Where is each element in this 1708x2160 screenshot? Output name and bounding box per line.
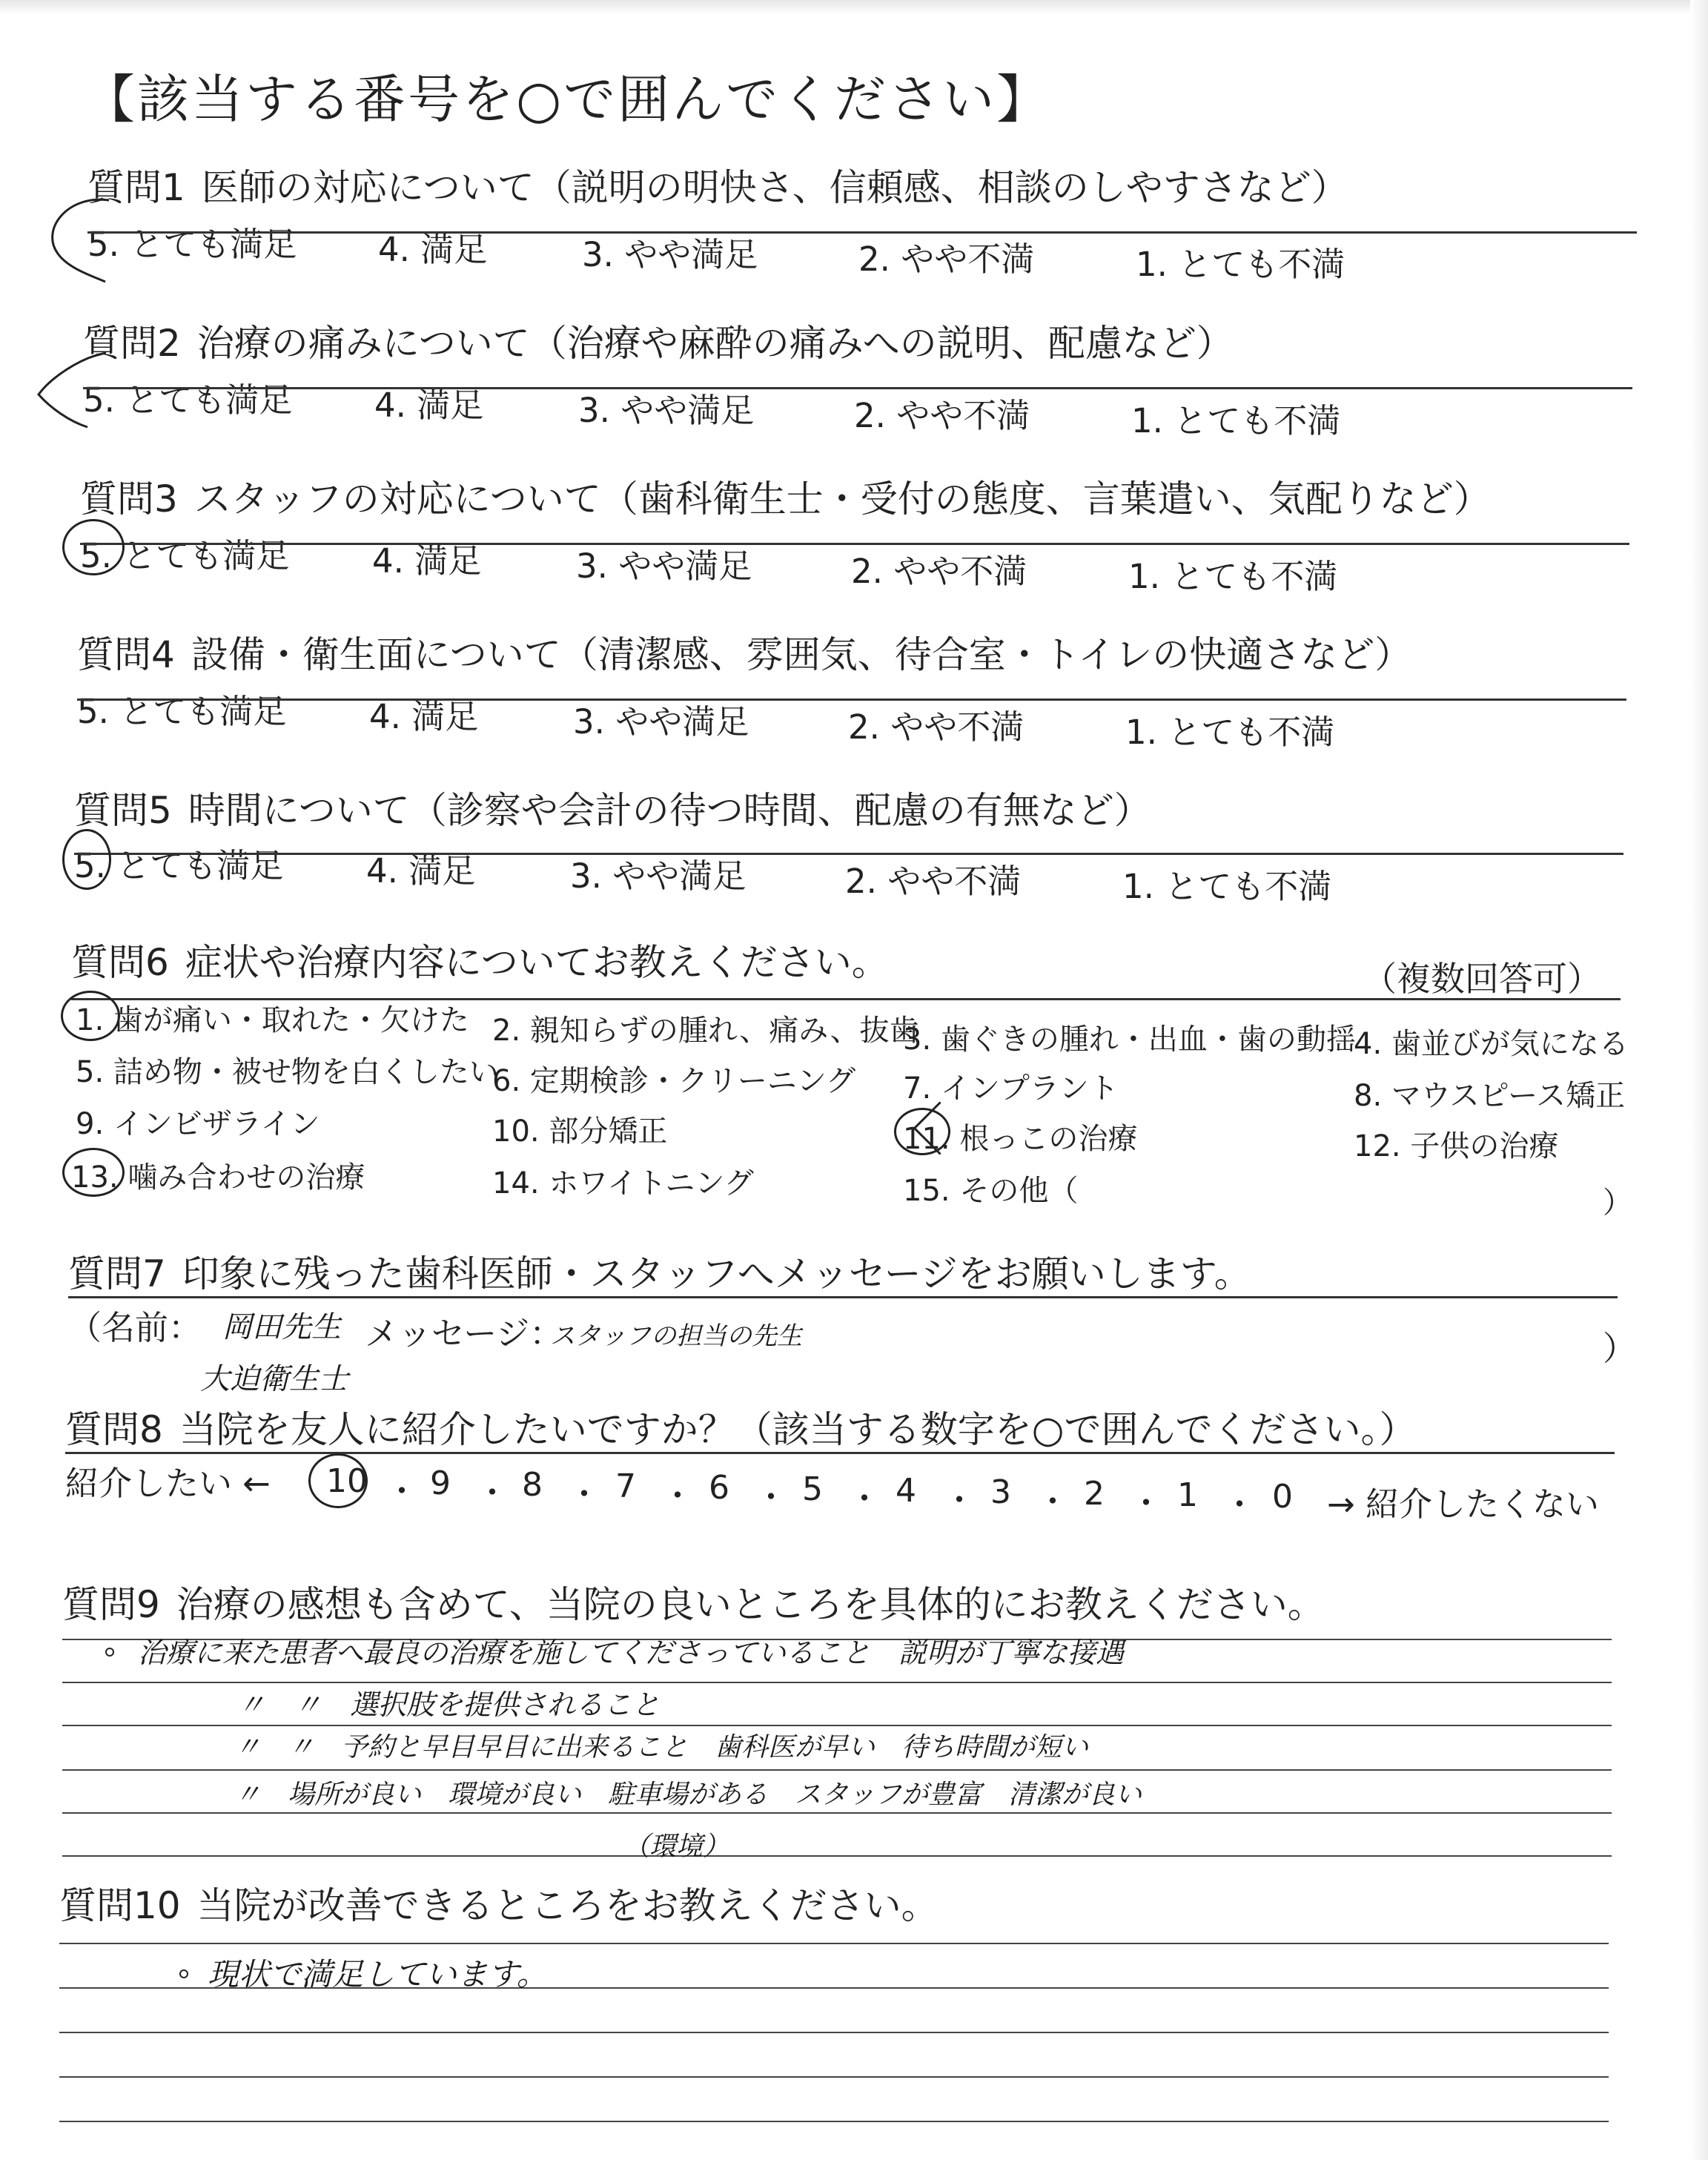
question-text: 治療の痛みについて（治療や麻酔の痛みへの説明、配慮など） — [196, 322, 1234, 365]
q2-answer-check — [36, 349, 117, 430]
q4-option-2[interactable]: 2. やや不満 — [848, 707, 1025, 747]
q8-scale-8[interactable]: 8 — [522, 1466, 543, 1504]
q8-sep: ・ — [568, 1476, 600, 1513]
question-text: 設備・衛生面について（清潔感、雰囲気、待合室・トイレの快適さなど） — [191, 633, 1412, 676]
q10-handwritten-line-1: 現状で満足しています。 — [208, 1956, 548, 1992]
q7-close-paren: ） — [1603, 1329, 1637, 1368]
q9-handwritten-line-2: 〃 〃 選択肢を提供されること — [237, 1688, 661, 1721]
q3-underline — [80, 543, 1629, 545]
q5-option-1[interactable]: 1. とても不満 — [1122, 867, 1332, 906]
question-number: 質問10 — [59, 1884, 181, 1927]
q9-line — [62, 1812, 1612, 1814]
q3-option-1[interactable]: 1. とても不満 — [1128, 557, 1338, 596]
q6-item-13-circle — [62, 1148, 125, 1197]
q6-item-5[interactable]: 5. 詰め物・被せ物を白くしたい — [76, 1055, 499, 1089]
q6-item-12[interactable]: 12. 子供の治療 — [1354, 1129, 1559, 1163]
q9-handwritten-line-4: 〃 場所が良い 環境が良い 駐車場がある スタッフが豊富 清潔が良い — [234, 1780, 1142, 1810]
q2-option-5[interactable]: 5. とても満足 — [83, 380, 293, 420]
q9-line — [62, 1855, 1612, 1857]
q8-scale-7[interactable]: 7 — [615, 1467, 636, 1505]
q2-underline — [83, 387, 1632, 389]
question-7-title — [68, 1244, 1251, 1298]
question-text: 当院を友人に紹介したいですか？（該当する数字を○で囲んでください。） — [179, 1408, 1417, 1451]
q6-item-10[interactable]: 10. 部分矯正 — [492, 1114, 668, 1149]
q6-item-9[interactable]: 9. インビザライン — [76, 1107, 320, 1141]
q5-option-4[interactable]: 4. 満足 — [366, 851, 476, 891]
q6-item-6[interactable]: 6. 定期検診・クリーニング — [492, 1064, 856, 1098]
q1-underline — [87, 231, 1637, 234]
q6-item-2[interactable]: 2. 親知らずの腫れ、痛み、抜歯 — [492, 1014, 919, 1048]
q10-line — [59, 2032, 1609, 2033]
scan-right-edge — [1690, 0, 1708, 2160]
q4-option-3[interactable]: 3. やや満足 — [573, 702, 749, 742]
q5-option-2[interactable]: 2. やや不満 — [845, 862, 1022, 901]
q6-item-1[interactable]: 1. 歯が痛い・取れた・欠けた — [76, 1003, 469, 1037]
q10-line — [59, 1943, 1609, 1944]
q3-option-3[interactable]: 3. やや満足 — [576, 546, 752, 586]
question-text: 印象に残った歯科医師・スタッフへメッセージをお願いします。 — [182, 1252, 1251, 1295]
q8-left-label: 紹介したい ← — [65, 1464, 271, 1503]
question-text: 当院が改善できるところをお教えください。 — [196, 1884, 939, 1927]
q1-option-2[interactable]: 2. やや不満 — [858, 240, 1035, 279]
q8-sep: ・ — [1130, 1484, 1162, 1522]
q7-name-handwritten-1: 岡田先生 — [222, 1310, 341, 1344]
q4-option-5[interactable]: 5. とても満足 — [77, 692, 287, 731]
question-number: 質問7 — [68, 1252, 166, 1295]
question-2-title — [83, 314, 1234, 367]
q8-scale-10[interactable]: 10 — [326, 1462, 368, 1500]
q1-option-3[interactable]: 3. やや満足 — [582, 235, 758, 274]
q10-line — [59, 2076, 1609, 2078]
q8-sep: ・ — [661, 1477, 694, 1515]
q4-option-4[interactable]: 4. 満足 — [369, 697, 479, 736]
q2-option-3[interactable]: 3. やや満足 — [578, 391, 755, 430]
question-number: 質問8 — [65, 1408, 163, 1451]
q6-item-3[interactable]: 3. 歯ぐきの腫れ・出血・歯の動揺 — [903, 1023, 1356, 1057]
q8-underline — [65, 1452, 1615, 1454]
q6-item-11[interactable]: 11. 根っこの治療 — [903, 1122, 1138, 1156]
question-number: 質問1 — [87, 166, 185, 209]
question-number: 質問2 — [83, 322, 181, 365]
question-number: 質問9 — [62, 1583, 160, 1626]
question-9-title — [62, 1575, 1325, 1628]
q1-option-5[interactable]: 5. とても満足 — [87, 225, 297, 264]
q8-scale-3[interactable]: 3 — [990, 1473, 1011, 1511]
q4-underline — [77, 698, 1626, 701]
question-3-title — [80, 469, 1491, 523]
q1-option-1[interactable]: 1. とても不満 — [1136, 245, 1345, 284]
q10-line — [59, 2121, 1609, 2122]
q4-option-1[interactable]: 1. とても不満 — [1125, 713, 1335, 752]
q1-option-4[interactable]: 4. 満足 — [378, 230, 488, 269]
q9-handwritten-line-3: 〃 〃 予約と早目早目に出来ること 歯科医が早い 待ち時間が短い — [234, 1732, 1089, 1763]
question-10-title — [59, 1876, 939, 1929]
q8-scale-5[interactable]: 5 — [802, 1470, 823, 1508]
scan-top-edge — [0, 0, 1708, 15]
q8-sep: ・ — [755, 1479, 787, 1516]
q5-answer-circle — [62, 829, 111, 890]
q6-item-15-close: ） — [1603, 1186, 1632, 1220]
q7-message-handwritten: スタッフの担当の先生 — [550, 1321, 802, 1351]
q8-scale-2[interactable]: 2 — [1084, 1475, 1105, 1513]
q6-item-14[interactable]: 14. ホワイトニング — [492, 1166, 754, 1200]
q6-item-13[interactable]: 13. 噛み合わせの治療 — [71, 1160, 365, 1195]
q6-item-8[interactable]: 8. マウスピース矯正 — [1354, 1079, 1626, 1113]
question-4-title — [77, 625, 1411, 678]
question-text: 症状や治療内容についてお教えください。 — [185, 941, 889, 984]
q1-answer-circle — [46, 196, 128, 285]
question-8-title — [65, 1400, 1416, 1453]
q8-scale-0[interactable]: 0 — [1272, 1478, 1293, 1516]
q3-option-5[interactable]: 5. とても満足 — [80, 536, 290, 575]
q7-message-label: メッセージ： — [365, 1314, 563, 1353]
q8-scale-6[interactable]: 6 — [709, 1469, 729, 1507]
q3-answer-circle — [62, 519, 125, 575]
q9-handwritten-line-5: （環境） — [623, 1832, 730, 1862]
q3-option-4[interactable]: 4. 満足 — [372, 541, 482, 581]
form-instruction-header: 【該当する番号を○で囲んでください】 — [83, 69, 1051, 130]
q3-option-2[interactable]: 2. やや不満 — [851, 552, 1027, 591]
question-text: 治療の感想も含めて、当院の良いところを具体的にお教えください。 — [176, 1583, 1325, 1626]
q8-scale-1[interactable]: 1 — [1177, 1476, 1198, 1514]
q8-selected-circle — [308, 1453, 368, 1508]
q6-item-1-circle — [61, 991, 120, 1041]
q7-underline — [68, 1296, 1618, 1298]
q8-sep: ・ — [476, 1474, 509, 1512]
q6-item-15[interactable]: 15. その他（ — [903, 1174, 1079, 1208]
question-5-title — [74, 781, 1151, 834]
question-number: 質問4 — [77, 633, 175, 676]
q9-line — [62, 1769, 1612, 1771]
q2-option-4[interactable]: 4. 満足 — [374, 386, 484, 425]
q8-sep: ・ — [943, 1482, 976, 1519]
q8-scale-4[interactable]: 4 — [896, 1472, 916, 1510]
q5-option-5[interactable]: 5. とても満足 — [74, 846, 284, 885]
q2-option-1[interactable]: 1. とても不満 — [1131, 401, 1341, 440]
q9-handwritten-line-1: 治療に来た患者へ最良の治療を施してくださっていること 説明が丁寧な接遇 — [138, 1636, 1125, 1669]
q8-scale-9[interactable]: 9 — [430, 1464, 451, 1502]
bullet-dot — [105, 1648, 114, 1657]
q7-name-handwritten-2: 大迫衛生士 — [200, 1362, 348, 1396]
q8-sep: ・ — [385, 1473, 418, 1510]
q7-name-label: （名前： — [68, 1308, 202, 1347]
question-text: スタッフの対応について（歯科衛生士・受付の態度、言葉遣い、気配りなど） — [193, 478, 1491, 521]
q5-option-3[interactable]: 3. やや満足 — [570, 856, 747, 896]
question-number: 質問3 — [80, 478, 178, 521]
bullet-dot — [179, 1969, 188, 1978]
q8-sep: ・ — [1036, 1483, 1069, 1521]
q2-option-2[interactable]: 2. やや不満 — [854, 396, 1030, 435]
q6-item-7[interactable]: 7. インプラント — [903, 1071, 1119, 1106]
question-6-title — [71, 933, 889, 986]
question-text: 時間について（診察や会計の待つ時間、配慮の有無など） — [188, 789, 1151, 832]
q8-right-label: → 紹介したくない — [1327, 1484, 1600, 1524]
q5-underline — [74, 853, 1623, 855]
q6-item-4[interactable]: 4. 歯並びが気になる — [1354, 1027, 1629, 1061]
question-number: 質問6 — [71, 941, 169, 984]
question-text: 医師の対応について（説明の明快さ、信頼感、相談のしやすさなど） — [201, 166, 1348, 209]
multiple-answer-note: （複数回答可） — [1363, 959, 1601, 999]
q8-sep: ・ — [848, 1480, 881, 1518]
question-number: 質問5 — [74, 789, 172, 832]
question-1-title — [87, 158, 1348, 211]
q8-sep: ・ — [1223, 1486, 1256, 1524]
